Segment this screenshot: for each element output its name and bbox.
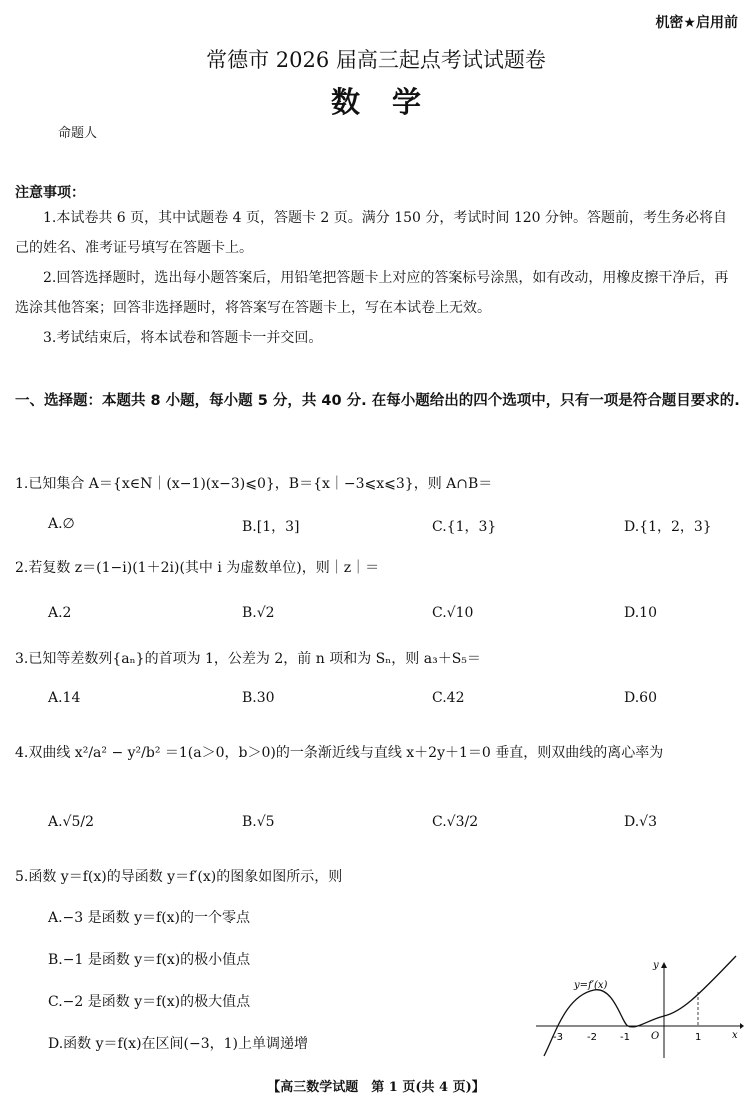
notice-heading: 注意事项： bbox=[15, 185, 85, 201]
q3-option-b: B.30 bbox=[242, 690, 275, 706]
notice-item-2: 2.回答选择题时，选出每小题答案后，用铅笔把答题卡上对应的答案标号涂黑，如有改动，用橡皮擦干净后，再选涂其他答案；回答非选择题时，将答案写在答题卡上，写在本试卷上无效。 bbox=[15, 270, 729, 316]
author-label: 命题人 bbox=[58, 126, 98, 141]
notice-item-1: 1.本试卷共 6 页，其中试题卷 4 页，答题卡 2 页。满分 150 分，考试时间 120 分钟。答题前，考生务必将自己的姓名、准考证号填写在答题卡上。 bbox=[15, 210, 728, 256]
q1-option-c: C.{1，3} bbox=[432, 519, 497, 535]
q4-option-c: C.√3/2 bbox=[432, 814, 479, 830]
q2-option-d: D.10 bbox=[624, 605, 657, 621]
q3-option-c: C.42 bbox=[432, 690, 465, 706]
q3-option-d: D.60 bbox=[624, 690, 657, 706]
tick-label-1: 1 bbox=[695, 1032, 702, 1043]
question-3-stem: 3.已知等差数列{aₙ}的首项为 1，公差为 2，前 n 项和为 Sₙ，则 a₃＋S₅＝ bbox=[15, 651, 481, 667]
origin-label: O bbox=[651, 1031, 660, 1042]
derivative-curve bbox=[544, 956, 736, 1056]
y-axis-label: y bbox=[653, 960, 659, 971]
q5-option-b: B.−1 是函数 y＝f(x)的极小值点 bbox=[48, 952, 251, 968]
q1-option-b: B.[1，3] bbox=[242, 519, 300, 535]
tick-label-neg2: -2 bbox=[587, 1032, 597, 1043]
q4-option-b: B.√5 bbox=[242, 814, 275, 830]
question-1-stem: 1.已知集合 A＝{x∈N｜(x−1)(x−3)⩽0}，B＝{x｜−3⩽x⩽3}，则 A∩B＝ bbox=[15, 476, 493, 492]
x-axis-label: x bbox=[732, 1030, 738, 1041]
derivative-graph bbox=[536, 954, 744, 1060]
question-5-stem: 5.函数 y＝f(x)的导函数 y＝f′(x)的图象如图所示，则 bbox=[15, 869, 343, 885]
q1-option-a: A.∅ bbox=[48, 516, 75, 532]
curve-label: y=f′(x) bbox=[574, 980, 608, 991]
question-4-stem: 4.双曲线 x²/a² − y²/b² ＝1(a＞0，b＞0)的一条渐近线与直线 x＋2y＋1＝0 垂直，则双曲线的离心率为 bbox=[15, 745, 664, 761]
tick-label-neg3: -3 bbox=[553, 1032, 563, 1043]
q1-option-d: D.{1，2，3} bbox=[624, 519, 712, 535]
notice-item-3: 3.考试结束后，将本试卷和答题卡一并交回。 bbox=[43, 330, 323, 346]
page-footer: 【高三数学试题 第 1 页(共 4 页)】 bbox=[267, 1080, 485, 1095]
tick-label-neg1: -1 bbox=[620, 1032, 630, 1043]
q3-option-a: A.14 bbox=[48, 690, 81, 706]
confidential-mark: 机密★启用前 bbox=[655, 15, 738, 31]
x-axis-arrow-icon bbox=[740, 1023, 744, 1029]
subject-title: 数学 bbox=[330, 85, 453, 119]
q4-option-d: D.√3 bbox=[624, 814, 658, 830]
y-axis-arrow-icon bbox=[661, 962, 667, 968]
q2-option-a: A.2 bbox=[48, 605, 72, 621]
q4-option-a: A.√5/2 bbox=[48, 814, 95, 830]
q2-option-b: B.√2 bbox=[242, 605, 275, 621]
question-2-stem: 2.若复数 z＝(1−i)(1＋2i)(其中 i 为虚数单位)，则｜z｜＝ bbox=[15, 560, 380, 576]
q5-option-c: C.−2 是函数 y＝f(x)的极大值点 bbox=[48, 994, 251, 1010]
section-heading: 一、选择题：本题共 8 小题，每小题 5 分，共 40 分. 在每小题给出的四个选项中，只有一项是符合题目要求的. bbox=[15, 393, 740, 409]
q5-option-a: A.−3 是函数 y＝f(x)的一个零点 bbox=[48, 910, 251, 926]
exam-title: 常德市 2026 届高三起点考试试题卷 bbox=[206, 48, 546, 72]
q5-option-d: D.函数 y＝f(x)在区间(−3，1)上单调递增 bbox=[48, 1036, 309, 1052]
q2-option-c: C.√10 bbox=[432, 605, 474, 621]
